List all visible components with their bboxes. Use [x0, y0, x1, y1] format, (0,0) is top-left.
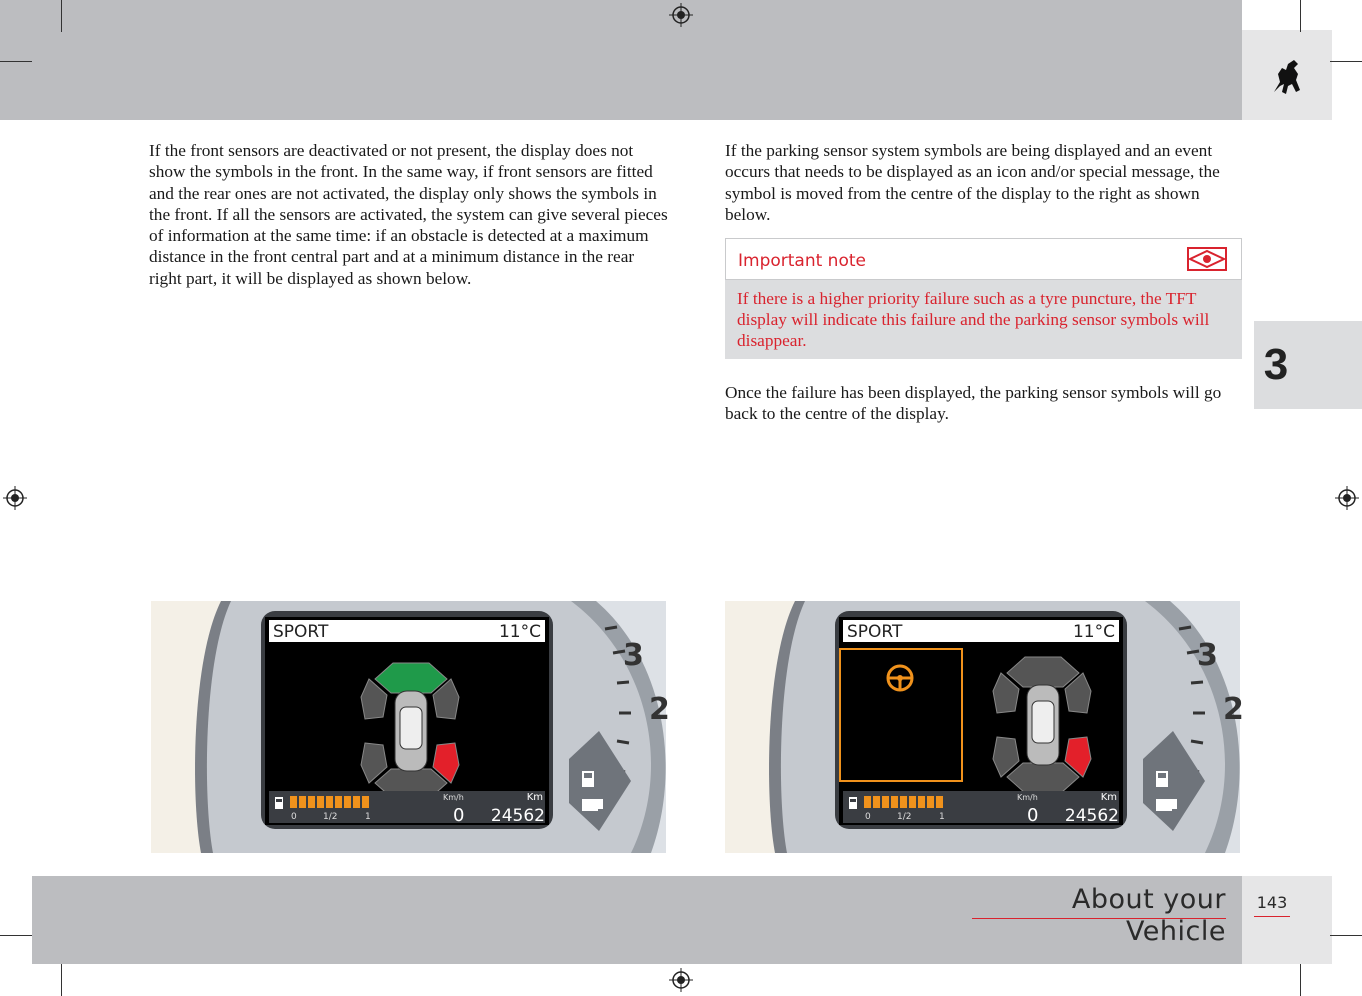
- page-number-box: [1242, 876, 1332, 964]
- drive-mode-label: SPORT: [273, 622, 329, 642]
- temperature-label: 11°C: [498, 622, 541, 642]
- important-note: [725, 238, 1242, 359]
- registration-mark-icon: [669, 968, 693, 992]
- note-text: If there is a higher priority failure such as a tyre puncture, the TFT display will indicate this failure and the parking sensor symbols will disappear.: [737, 289, 1210, 350]
- fuel-scale-half: 1/2: [897, 812, 912, 822]
- crop-mark: [1330, 61, 1362, 62]
- left-paragraph: If the front sensors are deactivated or not present, the display does not show the symbols in the front. In the same way, if front sensors are fitted and the rear ones are not activated, the display only shows the symbols in the front. If all the sensors are activated, the system can give several pieces of information at the same time: if an obstacle is detected at a maximum distance in the front central part and at a minimum distance in the rear right part, it will be displayed as shown below.: [149, 141, 668, 288]
- speed-unit-label: Km/h: [443, 793, 464, 802]
- logo-box: [1242, 30, 1332, 120]
- registration-mark-icon: [1335, 486, 1359, 510]
- fuel-scale-empty: 0: [291, 812, 297, 822]
- fuel-gauge-bar: [290, 796, 369, 808]
- gauge-digit-2: 2: [649, 692, 670, 727]
- registration-mark-icon: [669, 3, 693, 27]
- crop-mark: [1330, 935, 1362, 936]
- crop-mark: [1300, 0, 1301, 32]
- header-band: [0, 0, 1242, 120]
- right-paragraph-intro: If the parking sensor system symbols are being displayed and an event occurs that needs to be displayed as an icon and/or special message, the symbol is moved from the centre of the display to the right as shown below.: [725, 141, 1220, 224]
- crop-mark: [0, 935, 32, 936]
- speed-unit-label: Km/h: [1017, 793, 1038, 802]
- footer-title: About your Vehicle: [972, 884, 1226, 919]
- gauge-digit-2: 2: [1223, 692, 1244, 727]
- odometer-unit-label: Km: [1100, 792, 1117, 803]
- chapter-number: 3: [1263, 340, 1289, 389]
- crop-mark: [61, 0, 62, 32]
- fuel-scale-full: 1: [939, 812, 945, 822]
- drive-mode-label: SPORT: [847, 622, 903, 642]
- crop-mark: [0, 61, 32, 62]
- dashboard-figure-right: [725, 601, 1244, 853]
- note-title: Important note: [738, 251, 866, 271]
- eye-warning-icon: [1187, 247, 1227, 271]
- note-body: [725, 280, 1242, 359]
- speed-value: 0: [1027, 805, 1039, 826]
- prancing-horse-logo-icon: [1242, 30, 1332, 120]
- temperature-label: 11°C: [1072, 622, 1115, 642]
- fuel-pump-icon: [275, 797, 283, 809]
- odometer-value: 24562: [490, 806, 545, 826]
- crop-mark: [61, 964, 62, 996]
- registration-mark-icon: [3, 486, 27, 510]
- fuel-pump-icon: [849, 797, 857, 809]
- fuel-scale-empty: 0: [865, 812, 871, 822]
- page-number: 143: [1254, 892, 1290, 917]
- gauge-digit-3: 3: [623, 638, 644, 673]
- odometer-value: 24562: [1064, 806, 1119, 826]
- dashboard-figure-left: [151, 601, 670, 853]
- right-paragraph-outro: Once the failure has been displayed, the parking sensor symbols will go back to the centre of the display.: [725, 383, 1222, 424]
- fuel-gauge-bar: [864, 796, 943, 808]
- note-header: [725, 238, 1242, 280]
- speed-value: 0: [453, 805, 465, 826]
- fuel-scale-half: 1/2: [323, 812, 338, 822]
- odometer-unit-label: Km: [526, 792, 543, 803]
- crop-mark: [1300, 964, 1301, 996]
- gauge-digit-3: 3: [1197, 638, 1218, 673]
- fuel-scale-full: 1: [365, 812, 371, 822]
